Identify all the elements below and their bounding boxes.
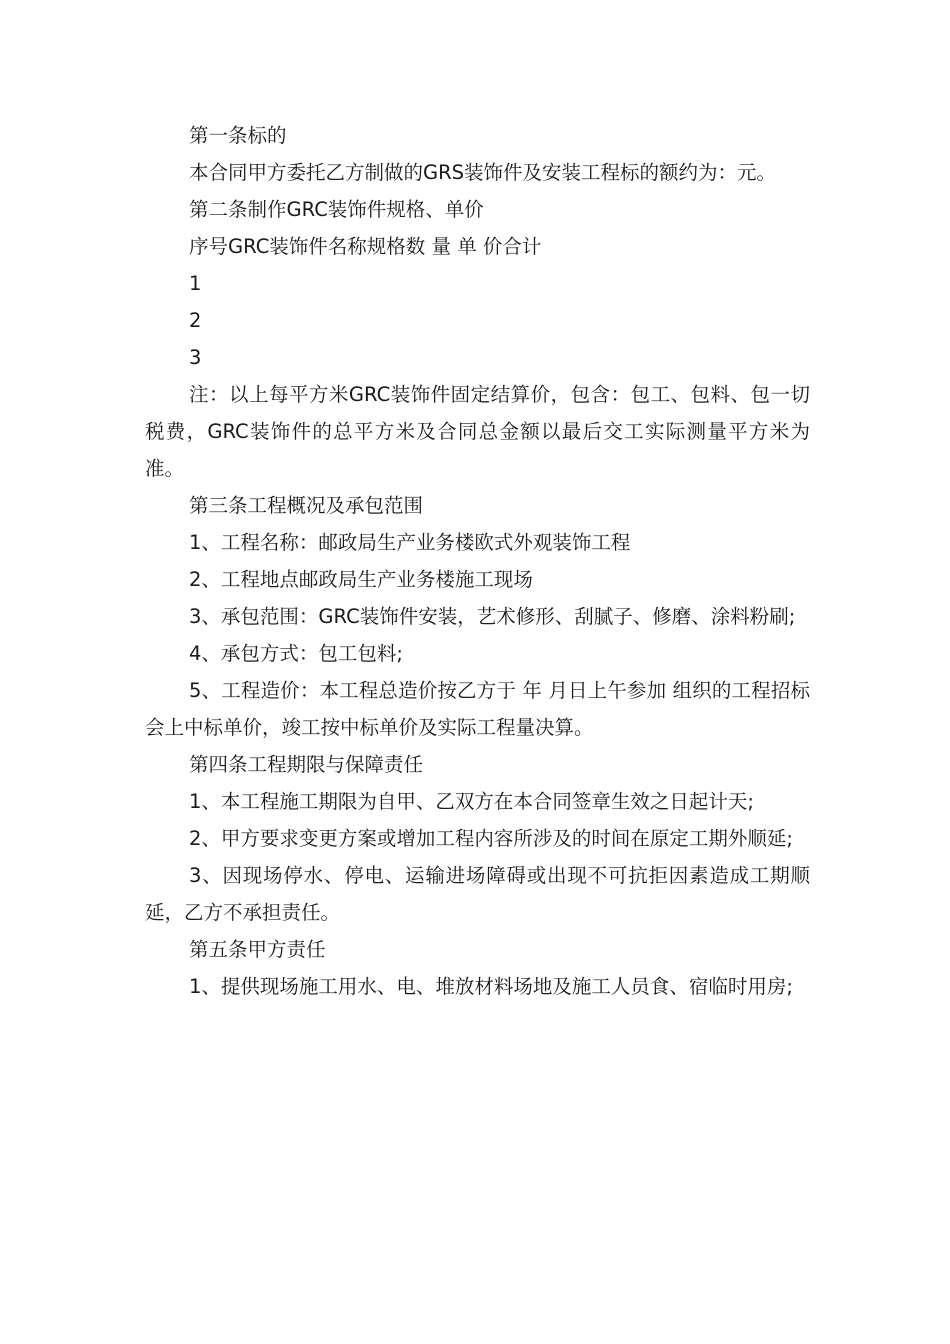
- list-item: 2、甲方要求变更方案或增加工程内容所涉及的时间在原定工期外顺延;: [189, 827, 793, 850]
- list-item: 1、工程名称：邮政局生产业务楼欧式外观装饰工程: [189, 531, 631, 554]
- table-row-number: 2: [189, 309, 202, 332]
- heading-article-1: 第一条标的: [189, 124, 287, 147]
- heading-article-5: 第五条甲方责任: [189, 938, 326, 961]
- list-item: 3、因现场停水、停电、运输进场障碍或出现不可抗拒因素造成工期顺延，乙方不承担责任。: [145, 864, 810, 924]
- list-item: 4、承包方式：包工包料;: [189, 642, 403, 665]
- heading-article-2: 第二条制作GRC装饰件规格、单价: [189, 198, 484, 221]
- list-item: 5、工程造价：本工程总造价按乙方于 年 月日上午参加 组织的工程招标会上中标单价，竣工按中标单价及实际工程量决算。: [145, 679, 810, 739]
- document-body: [145, 117, 810, 1005]
- table-row-number: 3: [189, 346, 202, 369]
- paragraph-note: 注：以上每平方米GRC装饰件固定结算价，包含：包工、包料、包一切税费，GRC装饰件的总平方米及合同总金额以最后交工实际测量平方米为准。: [145, 383, 810, 480]
- heading-article-3: 第三条工程概况及承包范围: [189, 494, 424, 517]
- table-header-line: 序号GRC装饰件名称规格数 量 单 价合计: [189, 235, 542, 258]
- heading-article-4: 第四条工程期限与保障责任: [189, 753, 424, 776]
- table-row-number: 1: [189, 272, 202, 295]
- list-item: 3、承包范围：GRC装饰件安装，艺术修形、刮腻子、修磨、涂料粉刷;: [189, 605, 796, 628]
- list-item: 2、工程地点邮政局生产业务楼施工现场: [189, 568, 533, 591]
- paragraph-contract-amount: 本合同甲方委托乙方制做的GRS装饰件及安装工程标的额约为：元。: [189, 161, 777, 184]
- list-item: 1、本工程施工期限为自甲、乙双方在本合同签章生效之日起计天;: [189, 790, 754, 813]
- list-item: 1、提供现场施工用水、电、堆放材料场地及施工人员食、宿临时用房;: [189, 975, 793, 998]
